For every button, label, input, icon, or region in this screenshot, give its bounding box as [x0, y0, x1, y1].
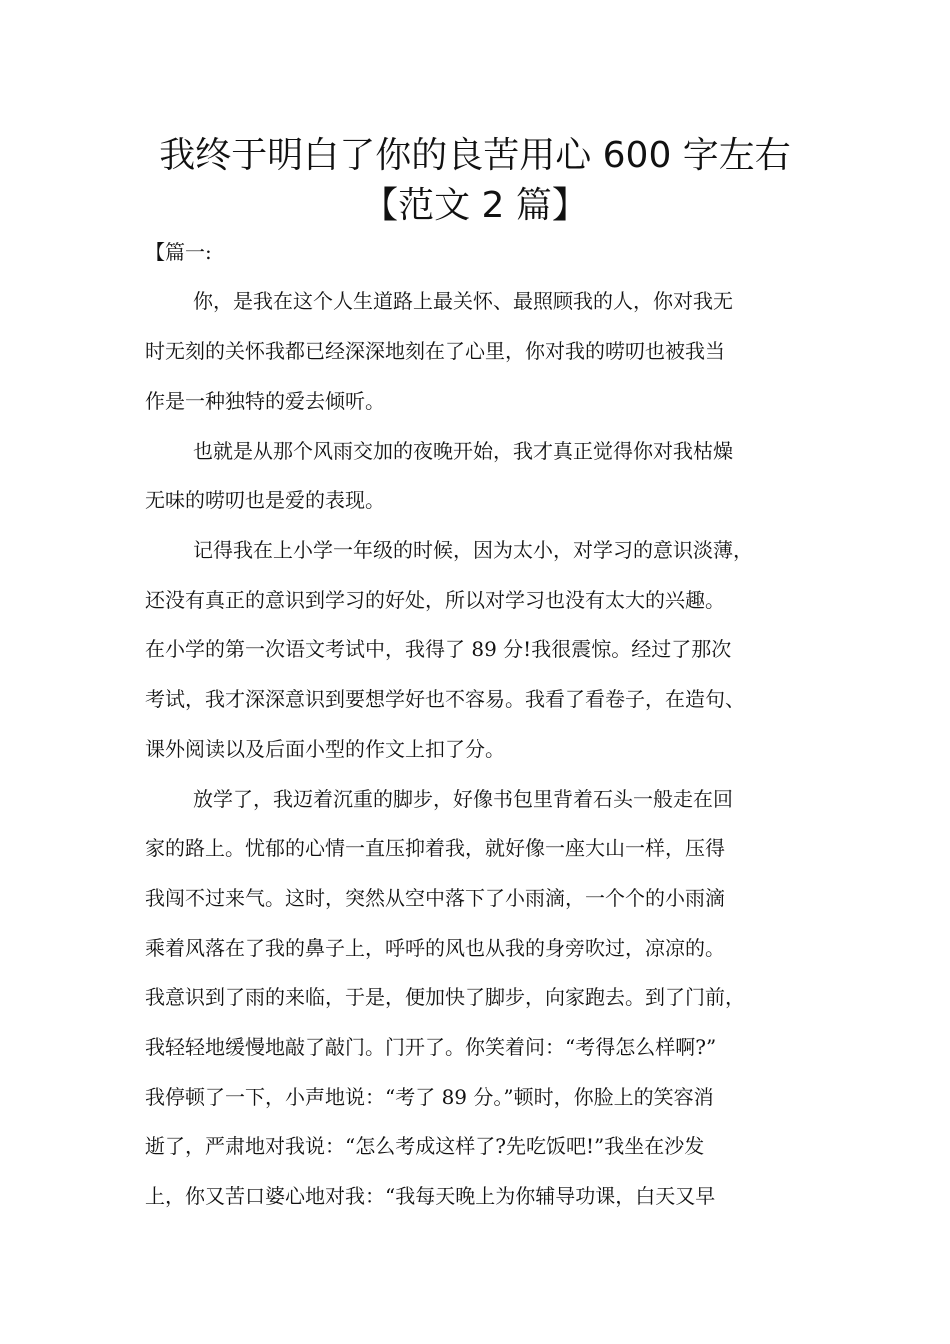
paragraph-line: 乘着风落在了我的鼻子上，呼呼的风也从我的身旁吹过，凉凉的。 [145, 936, 725, 960]
paragraph-line: 在小学的第一次语文考试中，我得了 89 分!我很震惊。经过了那次 [145, 637, 732, 661]
document-title-line1: 我终于明白了你的良苦用心 600 字左右 [159, 135, 791, 176]
paragraph-line: 我意识到了雨的来临，于是，便加快了脚步，向家跑去。到了门前， [145, 985, 745, 1009]
paragraph-line: 上，你又苦口婆心地对我：“我每天晚上为你辅导功课，白天又早 [145, 1184, 716, 1208]
paragraph-line: 我轻轻地缓慢地敲了敲门。门开了。你笑着问：“考得怎么样啊?” [145, 1035, 717, 1059]
paragraph-line: 家的路上。忧郁的心情一直压抑着我，就好像一座大山一样，压得 [145, 836, 725, 860]
paragraph-line: 无味的唠叨也是爱的表现。 [145, 488, 385, 512]
paragraph-line: 考试，我才深深意识到要想学好也不容易。我看了看卷子，在造句、 [145, 687, 745, 711]
paragraph-line: 课外阅读以及后面小型的作文上扣了分。 [145, 737, 505, 761]
document-title-line2: 【范文 2 篇】 [362, 185, 588, 226]
paragraph-line: 你，是我在这个人生道路上最关怀、最照顾我的人，你对我无 [193, 289, 733, 313]
paragraph-line: 我闯不过来气。这时，突然从空中落下了小雨滴，一个个的小雨滴 [145, 886, 725, 910]
paragraph-line: 放学了，我迈着沉重的脚步，好像书包里背着石头一般走在回 [193, 787, 733, 811]
paragraph-line: 作是一种独特的爱去倾听。 [145, 389, 385, 413]
paragraph-line: 时无刻的关怀我都已经深深地刻在了心里，你对我的唠叨也被我当 [145, 339, 725, 363]
paragraph-line: 记得我在上小学一年级的时候，因为太小，对学习的意识淡薄， [193, 538, 753, 562]
paragraph-line: 我停顿了一下，小声地说：“考了 89 分。”顿时，你脸上的笑容消 [145, 1085, 714, 1109]
paragraph-line: 还没有真正的意识到学习的好处，所以对学习也没有太大的兴趣。 [145, 588, 725, 612]
section-label: 【篇一: [145, 240, 212, 264]
paragraph-line: 逝了，严肃地对我说：“怎么考成这样了?先吃饭吧!”我坐在沙发 [145, 1134, 705, 1158]
paragraph-line: 也就是从那个风雨交加的夜晚开始，我才真正觉得你对我枯燥 [193, 439, 733, 463]
